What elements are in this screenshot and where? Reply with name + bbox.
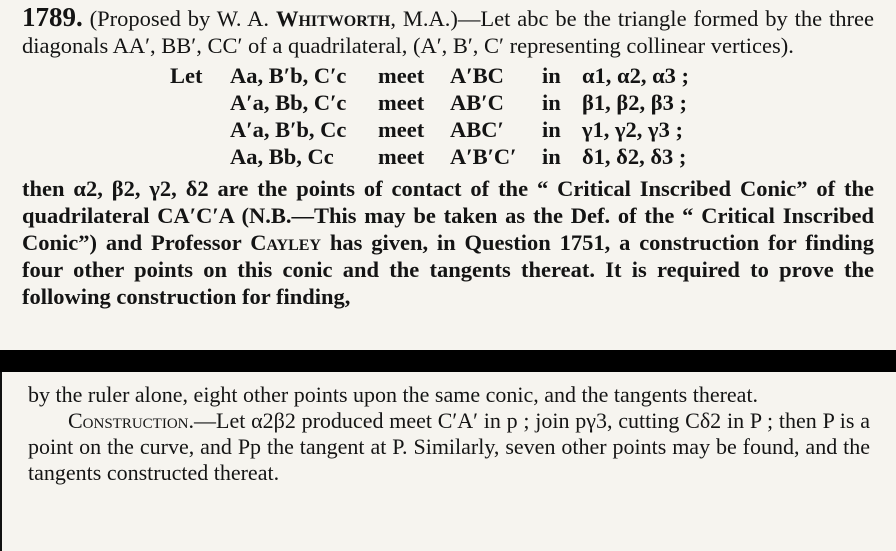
scan-bottom-fragment: [0, 372, 896, 551]
row-lines: Aa, B′b, C′c: [230, 63, 347, 88]
question-number: 1789.: [22, 2, 83, 32]
meet-table: [22, 63, 874, 173]
cayley-name: Cayley: [250, 230, 321, 255]
row-points: γ1, γ2, γ3 ;: [582, 117, 683, 142]
row-verb: meet: [378, 117, 425, 142]
row-lines: A′a, B′b, Cc: [230, 117, 347, 142]
proposer-name: Whitworth: [275, 6, 391, 31]
construction-label: Construction.: [68, 408, 195, 433]
row-verb: meet: [378, 90, 425, 115]
row-target: ABC′: [450, 117, 504, 142]
row-points: δ1, δ2, δ3 ;: [582, 144, 687, 169]
row-lines: A′a, Bb, C′c: [230, 90, 347, 115]
row-verb: meet: [378, 144, 425, 169]
row-lines: Aa, Bb, Cc: [230, 144, 334, 169]
row-prep: in: [542, 117, 561, 142]
row-prep: in: [542, 90, 561, 115]
row-target: AB′C: [450, 90, 504, 115]
question-reference: 1751: [559, 230, 605, 255]
then-part-2: has given, in Question: [321, 230, 560, 255]
row-points: α1, α2, α3 ;: [582, 63, 690, 88]
continuation-paragraph: by the ruler alone, eight other points upon the same conic, and the tangents thereat.: [28, 382, 759, 407]
construction-paragraph: [28, 408, 870, 486]
then-part-1: then α2, β2, γ2, δ2 are the points of contact of the “ Critical Inscribed Conic” of the quadrilateral CA′C′A (N.B.—This may be taken as the Def. of the “ Critical Inscribed Conic”) and Professor: [22, 176, 874, 255]
problem-statement: [22, 175, 874, 310]
then-part-3: , a construction for finding four other points on this conic and the tangents thereat. It is required to prove the following construction for finding,: [22, 230, 874, 309]
row-lead: Let: [170, 63, 203, 88]
row-prep: in: [542, 63, 561, 88]
row-target: A′B′C′: [450, 144, 517, 169]
row-points: β1, β2, β3 ;: [582, 90, 687, 115]
intro-post: , M.A.)—Let abc be the triangle formed by the three diagonals AA′, BB′, CC′ of a quadrilateral, (A′, B′, C′ representing collinear vertices).: [22, 6, 875, 58]
row-verb: meet: [378, 63, 425, 88]
construction-text: —Let α2β2 produced meet C′A′ in p ; join pγ3, cutting Cδ2 in P ; then P is a point on the curve, and Pp the tangent at P. Similarly, seven other points may be found, and the tangents constructed thereat.: [28, 408, 870, 485]
row-target: A′BC: [450, 63, 504, 88]
row-prep: in: [542, 144, 561, 169]
problem-intro: [22, 4, 874, 59]
intro-pre: (Proposed by W. A.: [89, 6, 276, 31]
